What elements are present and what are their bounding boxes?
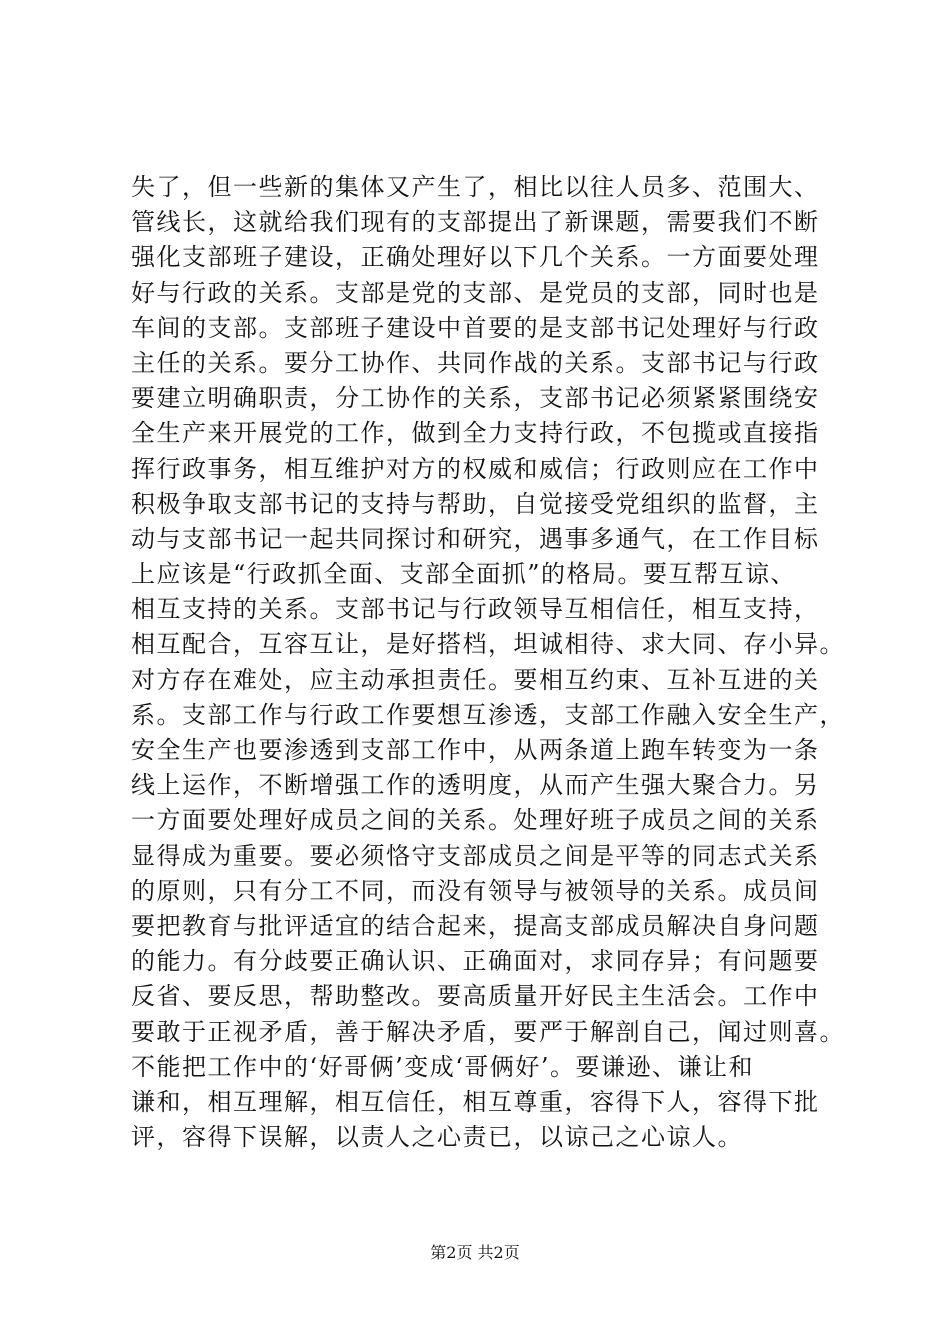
text-line: 显得成为重要。要必须恪守支部成员之间是平等的同志式关系 <box>131 841 820 870</box>
text-line: 要建立明确职责，分工协作的关系，支部书记必须紧紧围绕安 <box>131 384 820 413</box>
text-line: 要把教育与批评适宜的结合起来，提高支部成员解决自身问题 <box>131 911 820 940</box>
text-line: 挥行政事务，相互维护对方的权威和威信；行政则应在工作中 <box>131 454 820 483</box>
text-line: 的能力。有分歧要正确认识、正确面对，求同存异；有问题要 <box>131 947 820 976</box>
body-text <box>131 170 845 1155</box>
text-line: 管线长，这就给我们现有的支部提出了新课题，需要我们不断 <box>131 208 820 237</box>
text-line: 上应该是“行政抓全面、支部全面抓”的格局。要互帮互谅、 <box>131 560 797 589</box>
text-line: 强化支部班子建设，正确处理好以下几个关系。一方面要处理 <box>131 243 820 272</box>
text-line: 对方存在难处，应主动承担责任。要相互约束、互补互进的关 <box>131 665 820 694</box>
text-line: 主任的关系。要分工协作、共同作战的关系。支部书记与行政 <box>131 348 820 377</box>
text-line: 反省、要反思，帮助整改。要高质量开好民主生活会。工作中 <box>131 982 820 1011</box>
text-line: 的原则，只有分工不同，而没有领导与被领导的关系。成员间 <box>131 876 820 905</box>
page-number-footer: 第2页 共2页 <box>430 1243 520 1262</box>
text-line: 评，容得下误解，以责人之心责已，以谅己之心谅人。 <box>131 1123 743 1152</box>
text-line: 不能把工作中的‘好哥俩’变成‘哥俩好’。要谦逊、谦让和 <box>131 1052 755 1081</box>
text-line: 失了，但一些新的集体又产生了，相比以往人员多、范围大、 <box>131 173 820 201</box>
text-line: 车间的支部。支部班子建设中首要的是支部书记处理好与行政 <box>131 313 820 342</box>
text-line: 安全生产也要渗透到支部工作中，从两条道上跑车转变为一条 <box>131 736 820 764</box>
text-line: 全生产来开展党的工作，做到全力支持行政，不包揽或直接指 <box>131 419 820 448</box>
text-line: 系。支部工作与行政工作要想互渗透，支部工作融入安全生产， <box>131 700 845 729</box>
text-line: 积极争取支部书记的支持与帮助，自觉接受党组织的监督，主 <box>131 489 820 518</box>
text-line: 相互支持的关系。支部书记与行政领导互相信任，相互支持， <box>131 595 820 624</box>
text-line: 动与支部书记一起共同探讨和研究，遇事多通气，在工作目标 <box>131 524 820 553</box>
text-line: 线上运作，不断增强工作的透明度，从而产生强大聚合力。另 <box>131 771 820 800</box>
text-line: 好与行政的关系。支部是党的支部、是党员的支部，同时也是 <box>131 278 820 307</box>
text-line: 要敢于正视矛盾，善于解决矛盾，要严于解剖自己，闻过则喜。 <box>131 1017 845 1046</box>
text-line: 谦和，相互理解，相互信任，相互尊重，容得下人，容得下批 <box>131 1087 820 1116</box>
text-line: 一方面要处理好成员之间的关系。处理好班子成员之间的关系 <box>131 806 820 835</box>
text-line: 相互配合，互容互让，是好搭档，坦诚相待、求大同、存小异。 <box>131 630 845 659</box>
